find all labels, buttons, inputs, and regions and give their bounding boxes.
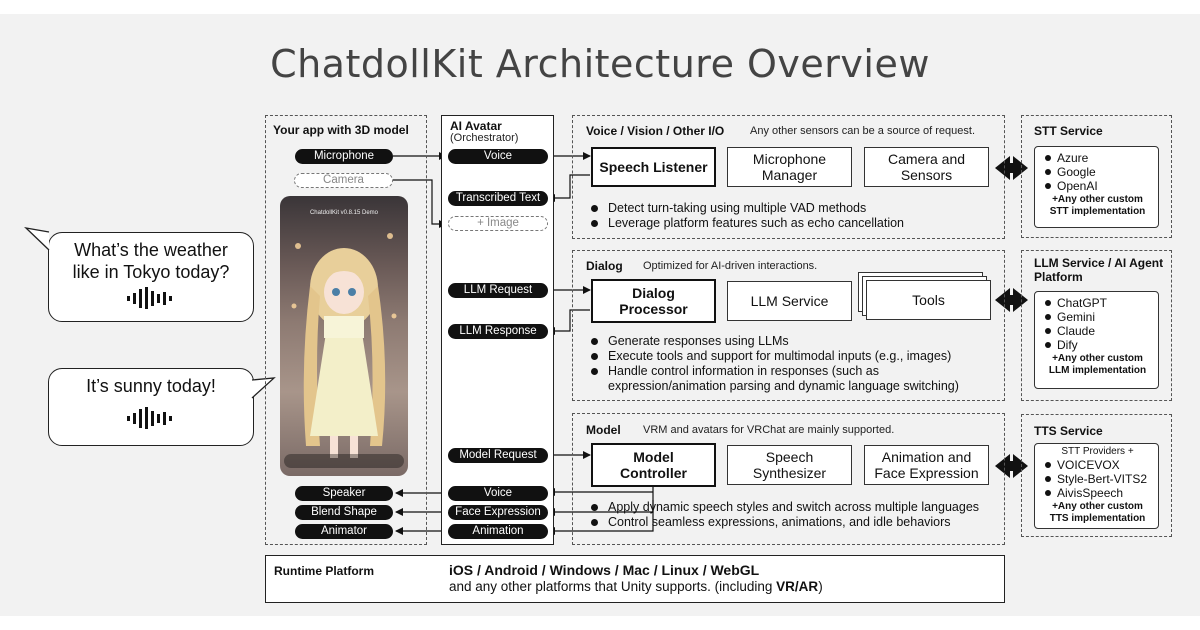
- dialog-processor-box: Dialog Processor: [591, 279, 716, 323]
- dialog-bullet: Handle control information in responses (such as expression/animation parsing and dynamic language switching): [588, 364, 998, 394]
- io-section-label: Voice / Vision / Other I/O: [586, 124, 725, 138]
- speech-listener-box: Speech Listener: [591, 147, 716, 187]
- speaker-pill: Speaker: [295, 486, 393, 501]
- llm-custom-note: +Any other custom LLM implementation: [1048, 353, 1147, 376]
- microphone-manager-box: Microphone Manager: [727, 147, 852, 187]
- waveform-icon: [126, 287, 176, 309]
- voice-in-pill: Voice: [448, 149, 548, 164]
- animation-pill: Animation: [448, 524, 548, 539]
- io-section-note: Any other sensors can be a source of request.: [750, 125, 976, 137]
- speech-synthesizer-box: Speech Synthesizer: [727, 445, 852, 485]
- tts-item: AivisSpeech: [1043, 486, 1152, 500]
- model-request-pill: Model Request: [448, 448, 548, 463]
- llm-service-box: LLM Service: [727, 281, 852, 321]
- dialog-section-note: Optimized for AI-driven interactions.: [643, 260, 818, 272]
- reply-utterance: It’s sunny today!: [86, 376, 216, 396]
- voice-out-pill: Voice: [448, 486, 548, 501]
- llm-response-pill: LLM Response: [448, 324, 548, 339]
- tts-item: Style-Bert-VITS2: [1043, 472, 1152, 486]
- tts-service-list: [1034, 443, 1159, 529]
- io-bullet: Leverage platform features such as echo cancellation: [588, 216, 998, 231]
- stt-item: OpenAI: [1043, 179, 1152, 193]
- llm-item: Gemini: [1043, 310, 1152, 324]
- transcribed-text-pill: Transcribed Text: [448, 191, 548, 206]
- phone-preview: [280, 196, 408, 476]
- model-section-note: VRM and avatars for VRChat are mainly supported.: [643, 424, 895, 436]
- stt-item: Azure: [1043, 151, 1152, 165]
- app-section-label: Your app with 3D model: [273, 123, 409, 137]
- camera-sensors-box: Camera and Sensors: [864, 147, 989, 187]
- llm-platform-label: LLM Service / AI Agent Platform: [1034, 256, 1164, 284]
- stt-custom-note: +Any other custom STT implementation: [1049, 194, 1146, 217]
- model-controller-box: Model Controller: [591, 443, 716, 487]
- blend-shape-pill: Blend Shape: [295, 505, 393, 520]
- tts-section-label: TTS Service: [1034, 424, 1103, 438]
- llm-item: ChatGPT: [1043, 296, 1152, 310]
- face-expression-pill: Face Expression: [448, 505, 548, 520]
- avatar-section-sublabel: (Orchestrator): [450, 132, 519, 144]
- llm-item: Dify: [1043, 338, 1152, 352]
- io-bullet: Detect turn-taking using multiple VAD methods: [588, 201, 998, 216]
- user-bubble-tail: [24, 226, 64, 270]
- dialog-section-label: Dialog: [586, 259, 623, 273]
- dialog-bullet: Execute tools and support for multimodal inputs (e.g., images): [588, 349, 998, 364]
- runtime-platforms: iOS / Android / Windows / Mac / Linux / WebGL: [449, 562, 760, 578]
- runtime-desc-prefix: and any other platforms that Unity supports. (including: [449, 579, 777, 594]
- runtime-desc-bold: VR/AR: [776, 579, 819, 594]
- camera-pill: Camera: [294, 173, 393, 188]
- llm-item: Claude: [1043, 324, 1152, 338]
- stt-item: Google: [1043, 165, 1152, 179]
- model-section-label: Model: [586, 423, 621, 437]
- runtime-label: Runtime Platform: [274, 564, 375, 578]
- animation-face-box: Animation and Face Expression: [864, 445, 989, 485]
- runtime-description: [449, 579, 823, 594]
- stt-section-label: STT Service: [1034, 124, 1103, 138]
- io-bullets: [588, 201, 998, 231]
- dialog-bullets: [588, 334, 998, 394]
- user-utterance: What’s the weather like in Tokyo today?: [72, 240, 230, 282]
- page-title: ChatdollKit Architecture Overview: [270, 42, 930, 86]
- avatar-section-label: AI Avatar: [450, 119, 502, 133]
- animator-pill: Animator: [295, 524, 393, 539]
- model-bullets: [588, 500, 1002, 530]
- phone-caption: ChatdollKit v0.8.15 Demo: [309, 210, 379, 216]
- model-bullet: Control seamless expressions, animations, and idle behaviors: [588, 515, 1002, 530]
- stt-service-list: [1034, 146, 1159, 228]
- tts-custom-note: +Any other custom TTS implementation: [1049, 501, 1146, 524]
- model-bullet: Apply dynamic speech styles and switch across multiple languages: [588, 500, 1002, 515]
- llm-request-pill: LLM Request: [448, 283, 548, 298]
- tts-providers-note: STT Providers +: [1061, 446, 1134, 457]
- user-speech-bubble: [48, 232, 254, 322]
- image-pill: + Image: [448, 216, 548, 231]
- llm-platform-list: [1034, 291, 1159, 389]
- tts-item: VOICEVOX: [1043, 458, 1152, 472]
- dialog-bullet: Generate responses using LLMs: [588, 334, 998, 349]
- reply-speech-bubble: [48, 368, 254, 446]
- microphone-pill: Microphone: [295, 149, 393, 164]
- waveform-icon: [126, 407, 176, 429]
- runtime-desc-suffix: ): [818, 579, 823, 594]
- tools-box: Tools: [866, 280, 991, 320]
- avatar-illustration: [280, 196, 408, 476]
